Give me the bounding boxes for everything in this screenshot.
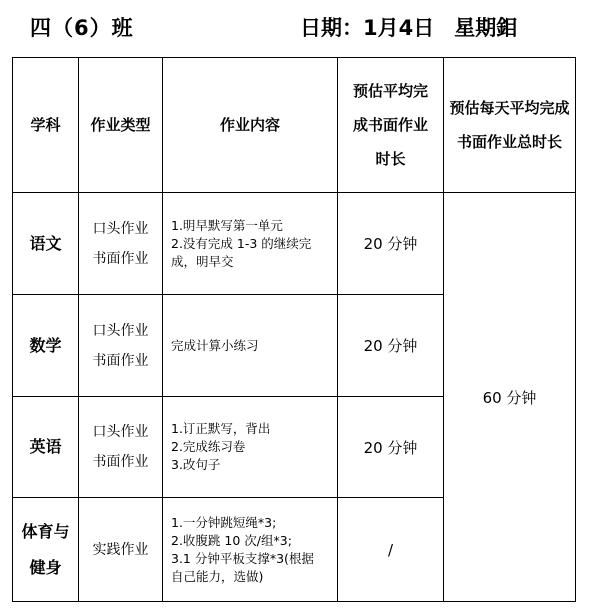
subject-name: 英语 <box>29 437 62 456</box>
homework-type: 书面作业 <box>92 352 149 369</box>
type-cell <box>79 498 163 602</box>
type-cell <box>79 295 163 397</box>
homework-type: 口头作业 <box>92 322 149 339</box>
content-line: 1.订正默写，背出 <box>171 421 271 436</box>
homework-type: 实践作业 <box>92 541 149 558</box>
header-content: 作业内容 <box>163 58 338 193</box>
content-line: 1.一分钟跳短绳*3; <box>171 514 277 530</box>
homework-type: 书面作业 <box>92 250 149 267</box>
header-type: 作业类型 <box>79 58 163 193</box>
header-total-time <box>444 58 576 193</box>
header-est-time-line: 时长 <box>375 150 406 168</box>
subject-name: 数学 <box>29 335 62 355</box>
duration-cell: 20 分钟 <box>338 295 444 397</box>
content-cell <box>163 397 338 498</box>
date-line <box>300 12 517 42</box>
duration-cell: / <box>338 498 444 602</box>
header-est-time <box>338 58 444 193</box>
content-line: 1.明早默写第一单元 <box>171 217 283 233</box>
header-est-time-line: 预估平均完 <box>352 82 428 100</box>
header-est-time-line: 成书面作业 <box>352 116 428 134</box>
header-total-time-line: 书面作业总时长 <box>456 133 562 151</box>
subject-name: 体育与 <box>21 521 70 541</box>
content-line: 3.改句子 <box>171 457 221 472</box>
content-line: 自己能力，选做) <box>171 568 264 584</box>
homework-table <box>12 57 576 602</box>
table-header-row <box>13 58 576 193</box>
content-cell <box>163 295 338 397</box>
header-total-time-line: 预估每天平均完成 <box>449 99 570 117</box>
type-cell <box>79 193 163 295</box>
duration-cell: 20 分钟 <box>338 397 444 498</box>
content-cell <box>163 498 338 602</box>
subject-cell <box>13 193 79 295</box>
homework-type: 口头作业 <box>92 220 149 237</box>
content-line: 2.没有完成 1-3 的继续完 <box>171 235 312 251</box>
class-name: 四（6）班 <box>30 16 134 40</box>
table-row <box>13 193 576 295</box>
subject-cell <box>13 397 79 498</box>
content-line: 3.1 分钟平板支撑*3(根据 <box>171 550 314 566</box>
total-time-cell: 60 分钟 <box>444 193 576 602</box>
subject-name: 健身 <box>29 557 62 577</box>
content-line: 2.完成练习卷 <box>171 439 246 454</box>
weekday: 星期鉬 <box>454 16 518 40</box>
content-cell <box>163 193 338 295</box>
content-line: 完成计算小练习 <box>171 337 259 353</box>
duration-cell: 20 分钟 <box>338 193 444 295</box>
homework-type: 书面作业 <box>92 454 149 470</box>
subject-cell <box>13 295 79 397</box>
homework-type: 口头作业 <box>92 424 149 440</box>
content-line: 2.收腹跳 10 次/组*3; <box>171 532 292 548</box>
subject-cell <box>13 498 79 602</box>
type-cell <box>79 397 163 498</box>
subject-name: 语文 <box>29 233 62 253</box>
header-subject: 学科 <box>13 58 79 193</box>
date: 日期：1月4日 <box>300 16 435 40</box>
content-line: 成，明早交 <box>171 253 234 269</box>
page-header <box>0 0 589 56</box>
